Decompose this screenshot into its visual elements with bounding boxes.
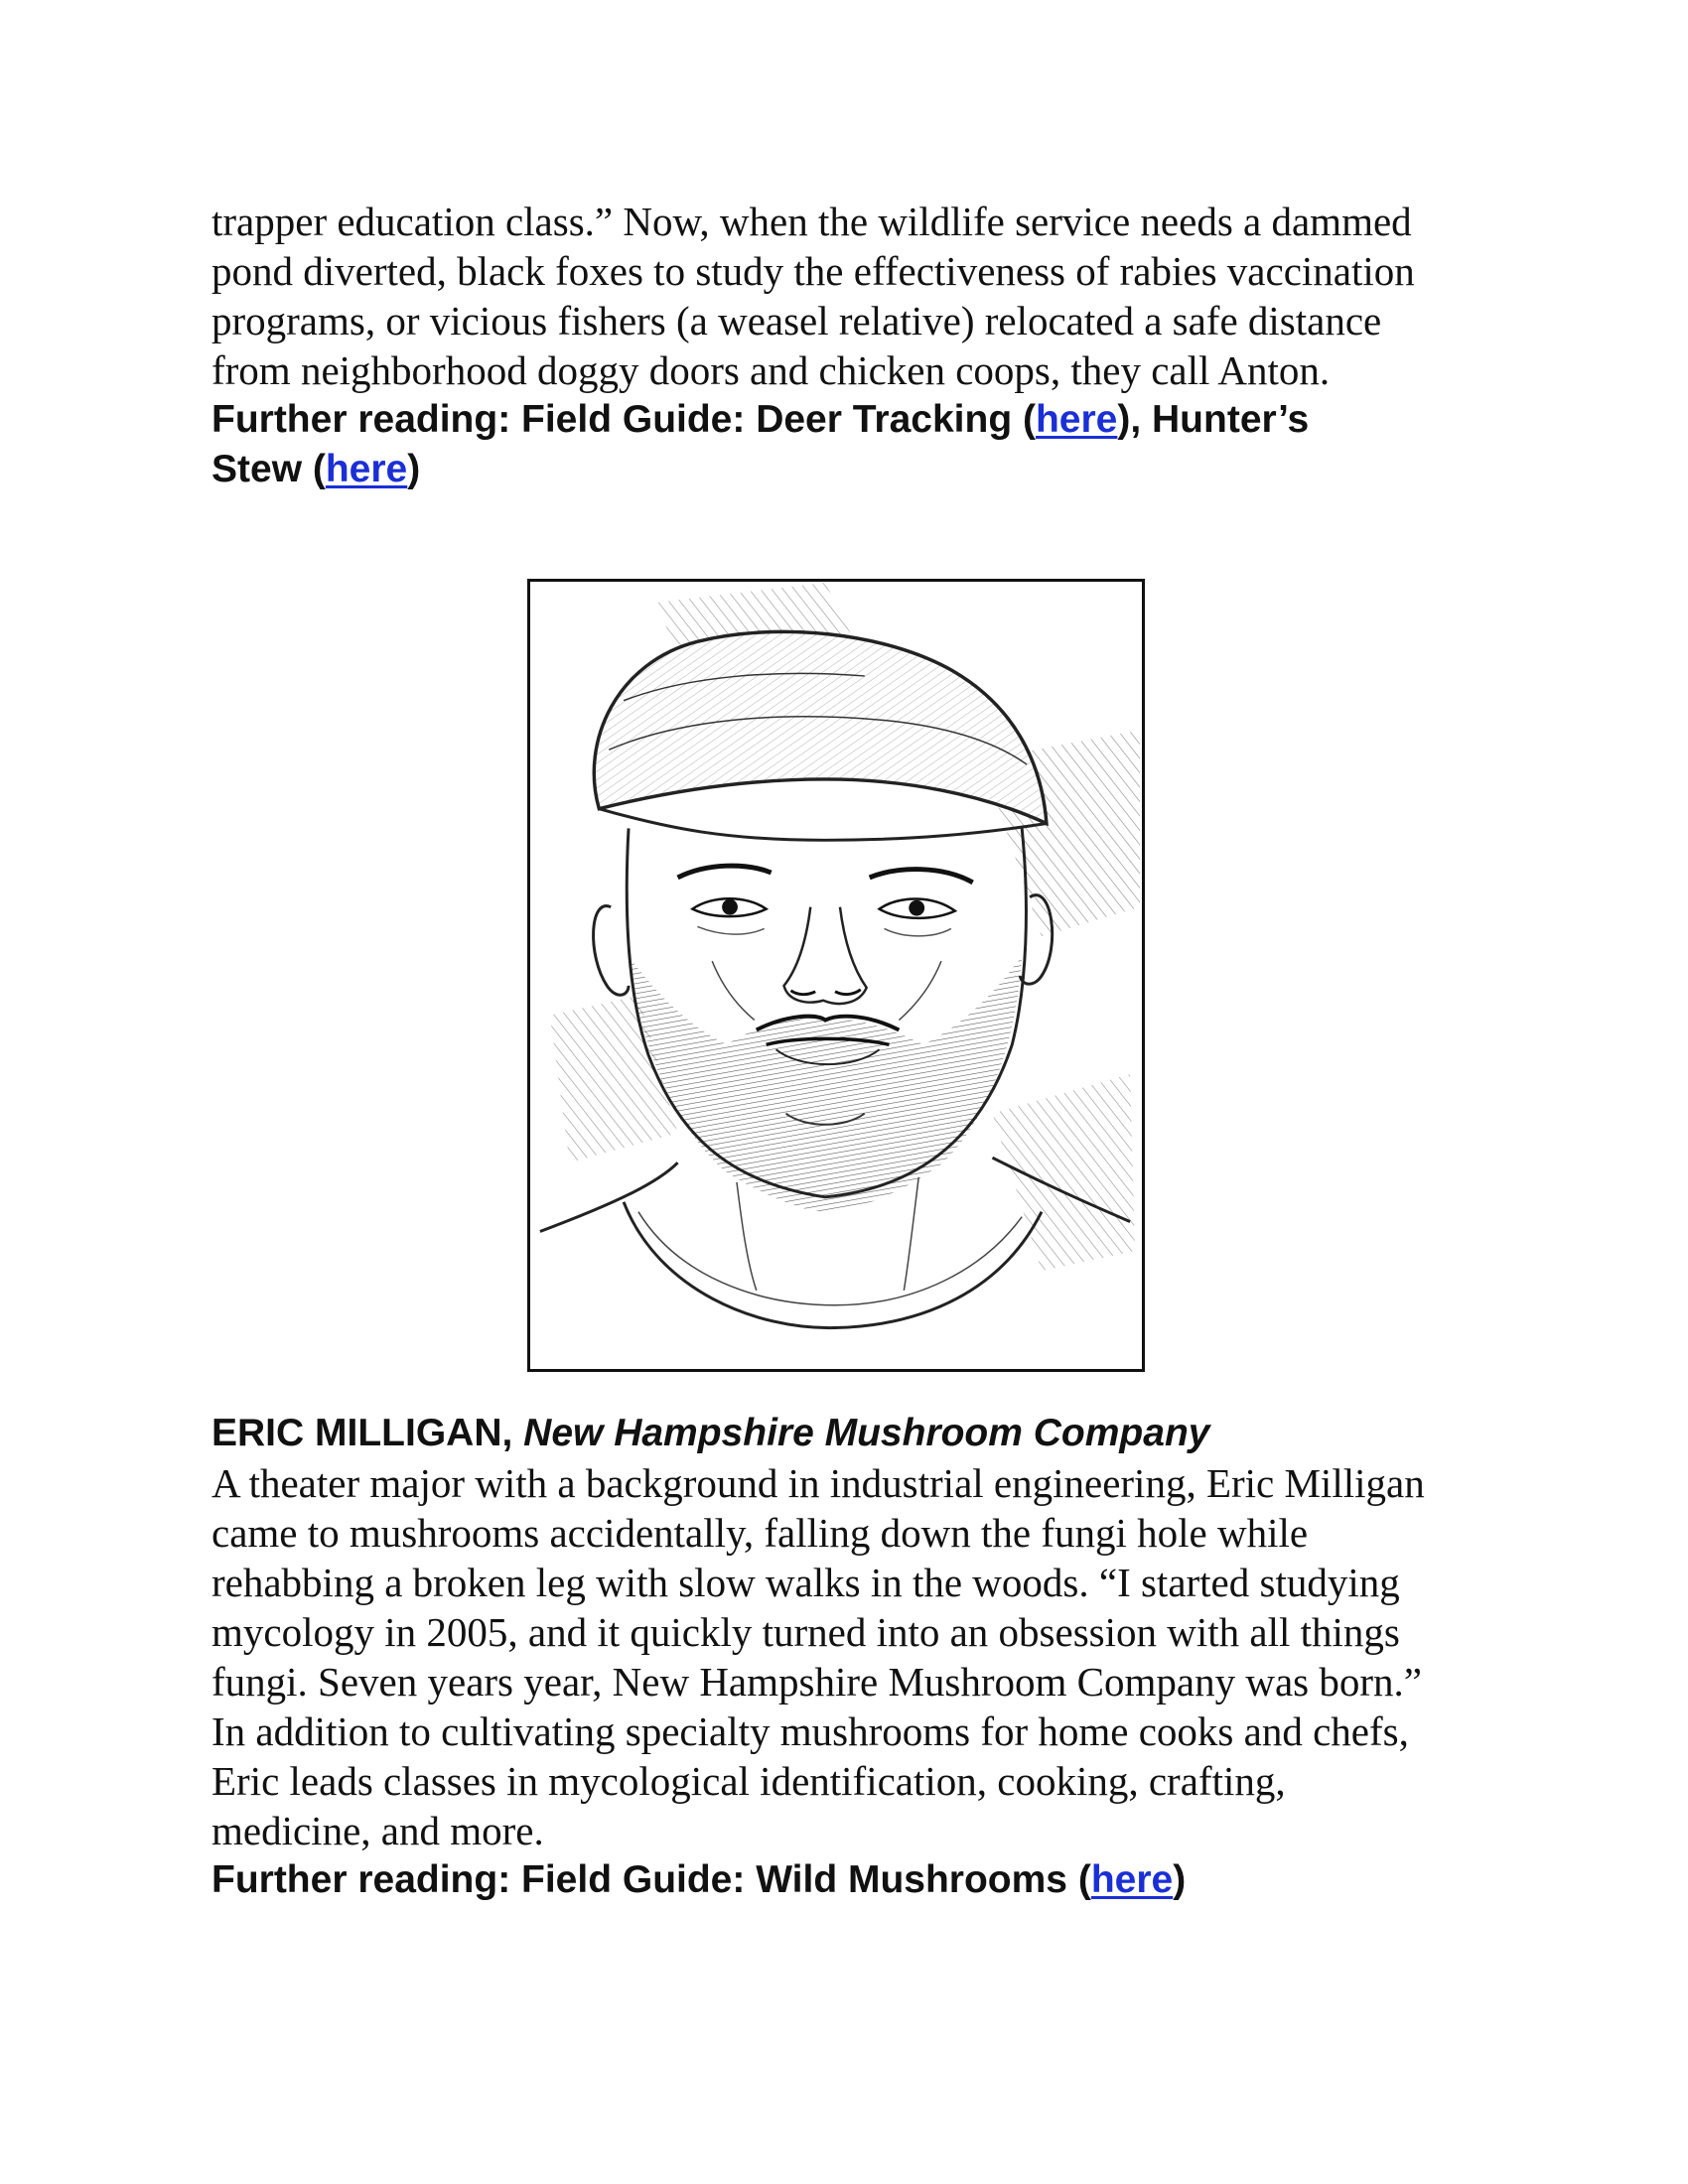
intro-paragraph [211,197,1502,395]
bio-line: Eric leads classes in mycological identification, cooking, crafting, [211,1758,1286,1804]
further-reading-deer-hunter [211,395,1502,494]
intro-line: from neighborhood doggy doors and chicken coops, they call Anton. [211,347,1331,393]
intro-line: programs, or vicious fishers (a weasel relative) relocated a safe distance [211,298,1382,343]
further-reading-suffix: ) [1173,1858,1187,1901]
further-reading-prefix: Further reading: Field Guide: Wild Mushrooms ( [211,1858,1091,1901]
further-reading-line [211,1855,1502,1905]
profile-heading [211,1409,1209,1458]
bio-line: A theater major with a background in industrial engineering, Eric Milligan [211,1460,1425,1506]
hunters-stew-link[interactable]: here [325,448,408,490]
profile-name: ERIC MILLIGAN, [211,1412,513,1454]
bio-line: rehabbing a broken leg with slow walks in the woods. “I started studying [211,1560,1400,1605]
profile-company: New Hampshire Mushroom Company [523,1412,1210,1454]
bio-line: fungi. Seven years year, New Hampshire Mushroom Company was born.” [211,1659,1422,1705]
bio-line: medicine, and more. [211,1808,544,1853]
portrait-frame [527,579,1145,1372]
further-reading-prefix: Further reading: Field Guide: Deer Tracking ( [211,398,1036,441]
further-reading-line [211,445,1502,494]
intro-line: pond diverted, black foxes to study the effectiveness of rabies vaccination [211,248,1415,294]
bio-line: mycology in 2005, and it quickly turned into an obsession with all things [211,1609,1400,1655]
further-reading-suffix: ) [407,448,421,490]
further-reading-line2-prefix: Stew ( [211,448,326,490]
further-reading-middle: ), Hunter’s [1117,398,1310,441]
intro-section [211,197,1502,494]
profile-section [211,1458,1502,1905]
intro-line: trapper education class.” Now, when the wildlife service needs a dammed [211,199,1412,244]
bio-line: came to mushrooms accidentally, falling down the fungi hole while [211,1510,1309,1556]
wild-mushrooms-link[interactable]: here [1090,1858,1174,1901]
further-reading-mushrooms [211,1855,1502,1905]
profile-bio [211,1458,1502,1855]
sketch-portrait-icon [530,582,1142,1369]
further-reading-line [211,395,1502,445]
deer-tracking-link[interactable]: here [1035,398,1118,441]
bio-line: In addition to cultivating specialty mushrooms for home cooks and chefs, [211,1708,1409,1754]
